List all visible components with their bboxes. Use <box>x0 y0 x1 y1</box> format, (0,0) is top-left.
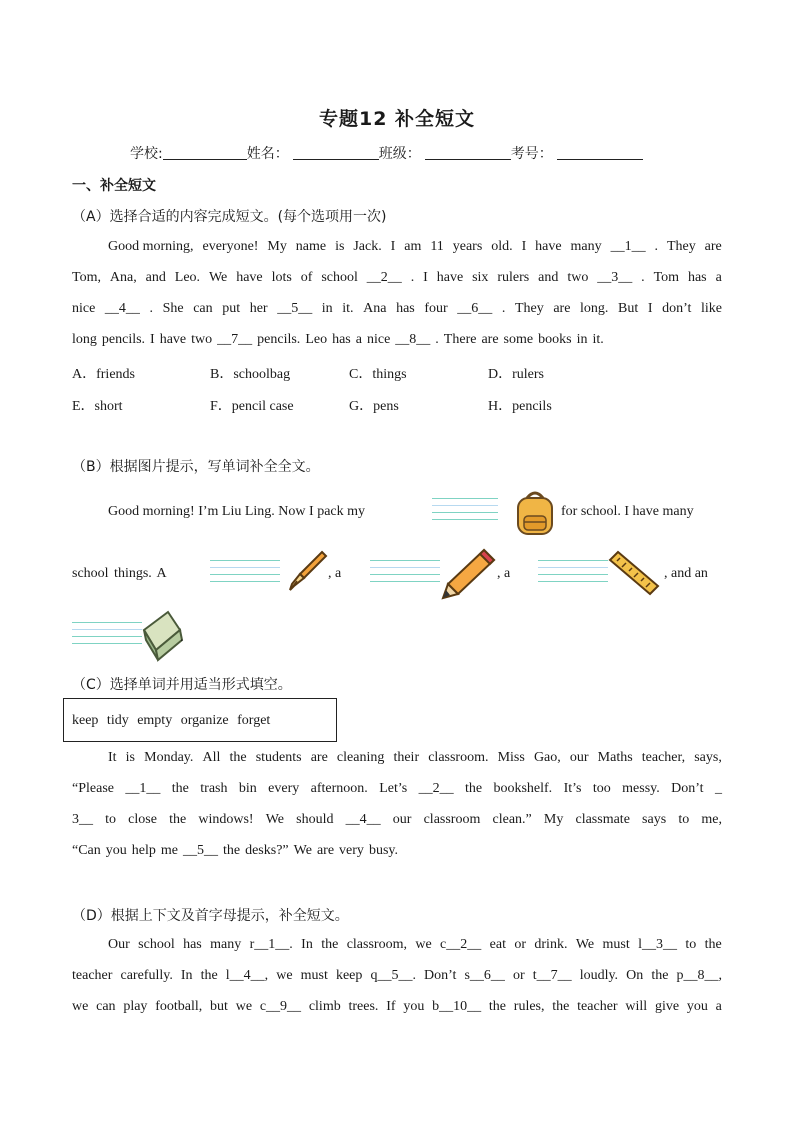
passage-word: Tom, <box>72 270 101 285</box>
passage-word: Let’s <box>379 781 408 796</box>
answer-blank[interactable]: __6__ <box>457 301 493 316</box>
passage-word: long. <box>580 301 609 316</box>
passage-word: the <box>651 968 669 983</box>
passage-word: books <box>538 332 572 347</box>
passage-word: loudly. <box>579 968 619 983</box>
passage-word: My <box>543 812 564 827</box>
passage-word: teacher <box>72 968 113 983</box>
answer-blank[interactable]: __4__ <box>104 301 140 316</box>
passage-word: windows! <box>198 812 254 827</box>
passage-word: should <box>296 812 334 827</box>
passage-word: the <box>488 999 506 1014</box>
answer-blank[interactable]: l__4__, <box>225 968 269 983</box>
passage-word: Don’t <box>424 968 457 983</box>
passage-word: 11 <box>430 239 444 254</box>
option-b: B．schoolbag <box>210 367 291 382</box>
passage-word: Miss <box>497 750 525 765</box>
passage-word: trees. <box>348 999 379 1014</box>
passage-word: Ana <box>363 301 387 316</box>
passage-word: lots <box>271 270 292 285</box>
passage-word: There <box>443 332 477 347</box>
page-title: 专题12 补全短文 <box>318 108 476 130</box>
passage-word: busy. <box>368 843 398 858</box>
word-box <box>63 698 337 742</box>
partA-line <box>72 270 722 290</box>
option-g: G．pens <box>349 399 399 414</box>
passage-word: classroom, <box>346 937 407 952</box>
passage-word: Gao, <box>533 750 561 765</box>
passage-word: we <box>235 999 253 1014</box>
part-d-instruction: （D）根据上下文及首字母提示，补全短文。 <box>72 908 349 924</box>
passage-word: clean.” <box>492 812 532 827</box>
passage-word: afternoon. <box>310 781 368 796</box>
passage-word: can <box>193 301 213 316</box>
passage-word: the <box>704 937 722 952</box>
passage-word: to <box>105 812 117 827</box>
passage-word: “Can <box>72 843 101 858</box>
answer-blank[interactable]: t__7__ <box>532 968 572 983</box>
class-label: 班级： <box>378 146 421 162</box>
passage-word: are <box>553 301 571 316</box>
partA-line <box>72 332 722 352</box>
passage-word: has <box>687 270 707 285</box>
option-d: D．rulers <box>488 367 544 382</box>
number-field[interactable] <box>557 145 643 160</box>
passage-word: two <box>567 270 589 285</box>
passage-word: or <box>514 937 527 952</box>
passage-word: We <box>265 812 285 827</box>
passage-word: . <box>410 270 415 285</box>
passage-word: Ana, <box>109 270 137 285</box>
passage-word: some <box>503 332 534 347</box>
passage-word: in <box>576 332 588 347</box>
option-c: C．things <box>349 367 407 382</box>
passage-word: four <box>424 301 448 316</box>
word-box-text: keep tidy empty organize forget <box>72 713 271 728</box>
part-b-line2-c: , a <box>497 566 511 581</box>
passage-word: eat <box>489 937 506 952</box>
passage-word: a <box>715 999 722 1014</box>
passage-word: Good morning, <box>108 239 194 254</box>
passage-word: the <box>464 781 483 796</box>
passage-word: I <box>647 301 653 316</box>
passage-word: or <box>513 968 525 983</box>
passage-word: her <box>249 301 268 316</box>
passage-word: classroom <box>423 812 481 827</box>
passage-word: cleaning <box>336 750 385 765</box>
passage-word: it. <box>592 332 604 347</box>
answer-blank[interactable]: __2__ <box>366 270 402 285</box>
passage-word: rules, <box>513 999 545 1014</box>
part-a-instruction: （A）选择合适的内容完成短文。(每个选项用一次) <box>72 209 387 225</box>
answer-blank[interactable]: c__9__ <box>259 999 302 1014</box>
part-b-line2-d: , and an <box>664 566 708 581</box>
passage-word: On <box>626 968 644 983</box>
passage-word: pencils. <box>257 332 301 347</box>
passage-word: Our <box>108 937 130 952</box>
passage-word: nice <box>72 301 96 316</box>
passage-word: . <box>501 301 506 316</box>
passage-word: years <box>452 239 483 254</box>
passage-word: it. <box>342 301 354 316</box>
passage-word: school <box>321 270 358 285</box>
option-e: E．short <box>72 399 123 414</box>
passage-word: . <box>654 239 659 254</box>
passage-word: must <box>602 937 630 952</box>
part-b-line1-end: for school. I have many <box>561 504 694 519</box>
passage-word: football, <box>155 999 203 1014</box>
passage-word: classroom. <box>428 750 489 765</box>
option-h: H．pencils <box>488 399 552 414</box>
passage-word: two <box>191 332 213 347</box>
part-b-line3-end: . <box>180 630 184 645</box>
passage-word: six <box>472 270 489 285</box>
passage-word: give <box>654 999 680 1014</box>
passage-word: bookshelf. <box>493 781 553 796</box>
passage-word: we <box>72 999 89 1014</box>
passage-word: . <box>149 301 154 316</box>
answer-blank[interactable]: __7__ <box>217 332 253 347</box>
passage-word: very <box>339 843 364 858</box>
writing-lines-2[interactable] <box>210 560 280 588</box>
passage-word: and <box>145 270 166 285</box>
passage-word: have <box>535 239 562 254</box>
answer-blank[interactable]: l__3__ <box>638 937 678 952</box>
passage-word: our <box>569 750 589 765</box>
passage-word: many <box>210 937 242 952</box>
passage-word: has <box>396 301 415 316</box>
passage-word: play <box>123 999 148 1014</box>
part-b-line2-a: school things. A <box>72 566 167 581</box>
passage-word: rulers <box>497 270 530 285</box>
passage-word: I <box>390 239 396 254</box>
partD-line <box>72 968 722 988</box>
fountain-pen-icon <box>284 548 330 594</box>
passage-word: are <box>481 332 499 347</box>
passage-word: of <box>300 270 313 285</box>
answer-blank[interactable]: r__1__. <box>249 937 293 952</box>
passage-word: a <box>715 270 722 285</box>
passage-word: . <box>641 270 645 285</box>
writing-lines-4[interactable] <box>538 560 608 588</box>
passage-word: have <box>436 270 464 285</box>
answer-blank[interactable]: __4__ <box>345 812 381 827</box>
passage-word: the <box>229 750 247 765</box>
passage-word: is <box>335 239 345 254</box>
schoolbag-icon <box>510 488 560 538</box>
passage-word: must <box>300 968 328 983</box>
passage-word: we <box>415 937 432 952</box>
part-b-line1-start: Good morning! I’m Liu Ling. Now I pack my <box>108 504 366 519</box>
option-f: F．pencil case <box>210 399 294 414</box>
passage-word: has <box>332 332 351 347</box>
passage-word: Maths <box>597 750 633 765</box>
passage-word: Leo. <box>174 270 201 285</box>
passage-word: put <box>222 301 241 316</box>
passage-word: says <box>642 812 667 827</box>
passage-word: me, <box>701 812 722 827</box>
passage-word: We <box>293 843 312 858</box>
passage-word: We <box>575 937 595 952</box>
passage-word: Don’t <box>671 781 704 796</box>
passage-word: am <box>404 239 422 254</box>
passage-word: the <box>200 968 218 983</box>
partC-line <box>72 812 722 832</box>
partD-line <box>72 999 722 1019</box>
name-label: 姓名： <box>246 146 289 162</box>
passage-word: In <box>301 937 313 952</box>
school-label: 学校: <box>130 146 163 162</box>
passage-word: close <box>128 812 157 827</box>
passage-word: to <box>685 937 697 952</box>
passage-word: me <box>160 843 178 858</box>
answer-blank[interactable]: b__10__ <box>432 999 482 1014</box>
answer-blank[interactable]: __5__ <box>182 843 218 858</box>
partC-line <box>72 843 722 863</box>
passage-word: you <box>403 999 425 1014</box>
number-label: 考号： <box>510 146 553 162</box>
passage-word: teacher <box>577 999 618 1014</box>
passage-word: She <box>162 301 184 316</box>
passage-word: in <box>321 301 333 316</box>
passage-word: Tom <box>653 270 680 285</box>
passage-word: We <box>208 270 228 285</box>
passage-word: . <box>435 332 439 347</box>
passage-word: will <box>625 999 648 1014</box>
passage-word: too <box>592 781 611 796</box>
passage-word: are <box>310 750 328 765</box>
passage-word: classmate <box>575 812 630 827</box>
passage-word: the <box>169 812 187 827</box>
passage-word: every <box>268 781 300 796</box>
passage-word: everyone! <box>202 239 259 254</box>
partC-line <box>72 781 722 801</box>
passage-word: but <box>210 999 228 1014</box>
passage-word: _ <box>714 781 722 796</box>
school-field[interactable] <box>163 145 247 160</box>
passage-word: trash <box>200 781 228 796</box>
part-b-instruction: （B）根据图片提示，写单词补全全文。 <box>72 459 320 475</box>
passage-word: name <box>295 239 327 254</box>
passage-word: are <box>704 239 722 254</box>
passage-word: Monday. <box>144 750 194 765</box>
partA-line <box>108 239 722 259</box>
partA-line <box>72 301 722 321</box>
student-info-line <box>130 143 643 163</box>
writing-lines-3[interactable] <box>370 560 440 588</box>
passage-word: Leo <box>305 332 328 347</box>
answer-blank[interactable]: 3__ <box>72 812 93 827</box>
passage-word: I <box>521 239 527 254</box>
part-c-instruction: （C）选择单词并用适当形式填空。 <box>72 677 292 693</box>
passage-word: you <box>686 999 708 1014</box>
answer-blank[interactable]: q__5__. <box>370 968 416 983</box>
passage-word: I <box>423 270 428 285</box>
answer-blank[interactable]: c__2__ <box>440 937 482 952</box>
passage-word: climb <box>308 999 341 1014</box>
passage-word: are <box>316 843 335 858</box>
answer-blank[interactable]: p__8__, <box>676 968 722 983</box>
passage-word: the <box>222 843 241 858</box>
passage-word: to <box>678 812 690 827</box>
passage-word: teacher, <box>641 750 686 765</box>
passage-word: messy. <box>622 781 660 796</box>
passage-word: carefully. <box>120 968 173 983</box>
passage-word: our <box>392 812 412 827</box>
passage-word: many <box>570 239 602 254</box>
passage-word: If <box>386 999 396 1014</box>
answer-blank[interactable]: s__6__ <box>464 968 505 983</box>
passage-word: “Please <box>72 781 114 796</box>
passage-word: can <box>96 999 116 1014</box>
passage-word: don’t <box>662 301 692 316</box>
passage-word: students <box>255 750 302 765</box>
passage-word: long <box>72 332 97 347</box>
passage-word: drink. <box>534 937 568 952</box>
partD-line <box>108 937 722 957</box>
passage-word: have <box>236 270 263 285</box>
ruler-icon <box>606 550 660 596</box>
passage-word: the <box>171 781 189 796</box>
passage-word: you <box>105 843 127 858</box>
passage-word: My <box>267 239 287 254</box>
section-heading: 一、补全短文 <box>72 178 156 194</box>
passage-word: their <box>393 750 420 765</box>
passage-word: like <box>700 301 722 316</box>
passage-word: have <box>159 332 187 347</box>
option-a: A．friends <box>72 367 135 382</box>
passage-word: help <box>131 843 156 858</box>
passage-word: school <box>138 937 175 952</box>
answer-blank[interactable]: __2__ <box>418 781 454 796</box>
answer-blank[interactable]: __5__ <box>277 301 313 316</box>
passage-word: we <box>276 968 293 983</box>
passage-word: desks?” <box>245 843 289 858</box>
eraser-icon <box>138 608 184 664</box>
writing-lines-1[interactable] <box>432 498 498 526</box>
passage-word: They <box>666 239 696 254</box>
class-field[interactable] <box>425 145 511 160</box>
passage-word: has <box>183 937 202 952</box>
passage-word: All <box>202 750 221 765</box>
passage-word: It’s <box>563 781 582 796</box>
passage-word: In <box>180 968 193 983</box>
passage-word: Jack. <box>353 239 382 254</box>
answer-blank[interactable]: __3__ <box>597 270 633 285</box>
passage-word: the <box>552 999 570 1014</box>
passage-word: says, <box>694 750 722 765</box>
passage-word: the <box>321 937 339 952</box>
passage-word: But <box>617 301 639 316</box>
writing-lines-5[interactable] <box>72 622 142 650</box>
passage-word: and <box>538 270 559 285</box>
pencil-icon <box>440 546 498 600</box>
passage-word: pencils. <box>101 332 146 347</box>
passage-word: It <box>108 750 117 765</box>
partC-line <box>108 750 722 770</box>
passage-word: keep <box>335 968 363 983</box>
passage-word: old. <box>491 239 513 254</box>
passage-word: is <box>125 750 136 765</box>
passage-word: nice <box>366 332 391 347</box>
passage-word: a <box>355 332 362 347</box>
passage-word: bin <box>238 781 257 796</box>
part-b-line2-b: , a <box>328 566 342 581</box>
answer-blank[interactable]: __8__ <box>395 332 431 347</box>
passage-word: I <box>150 332 155 347</box>
answer-blank[interactable]: __1__ <box>125 781 161 796</box>
passage-word: They <box>514 301 544 316</box>
answer-blank[interactable]: __1__ <box>610 239 646 254</box>
name-field[interactable] <box>293 145 379 160</box>
